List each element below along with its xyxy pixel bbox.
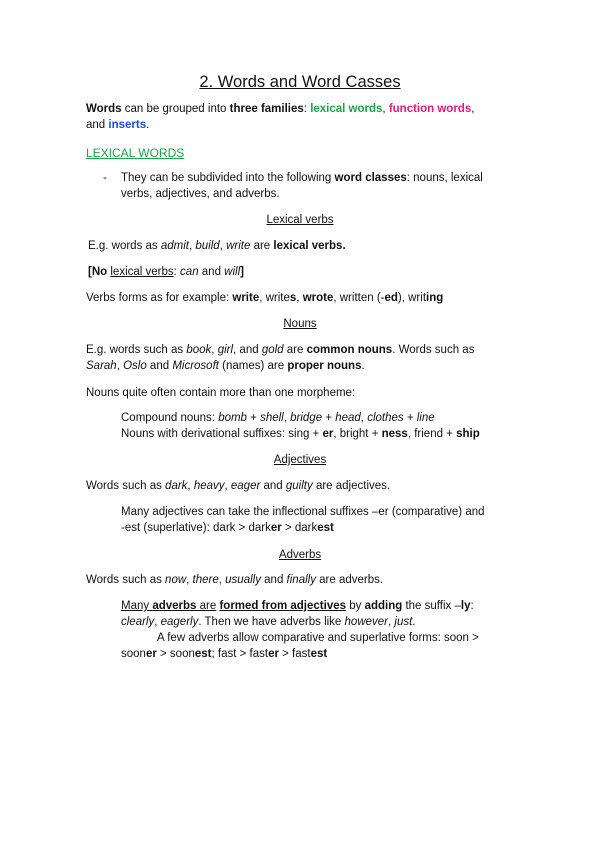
bullet-dash: - [103, 172, 107, 184]
adverbs-line: Words such as now, there, usually and finally are adverbs. [86, 574, 384, 586]
lexical-words-heading: LEXICAL WORDS [86, 146, 185, 160]
not-lexical-verbs-note: [No lexical verbs: can and will] [88, 266, 244, 278]
adjectives-note: Many adjectives can take the inflectional suffixes –er (comparative) and -est (superlative): dark > darker > darkest [121, 506, 485, 534]
adverbs-note: Many adverbs are formed from adjectives by adding the suffix –ly: clearly, eagerly. Then we have adverbs like however, just. A few adverbs allow comparative and superlative forms: soon > sooner > soonest; fast > faster > fastest [121, 600, 479, 660]
intro-paragraph: Words can be grouped into three families: lexical words, function words, and inserts. [86, 103, 475, 131]
adverbs-heading: Adverbs [278, 549, 322, 561]
nouns-heading: Nouns [283, 318, 317, 330]
morpheme-line: Nouns quite often contain more than one morpheme: [86, 387, 356, 399]
nouns-paragraph: E.g. words such as book, girl, and gold are common nouns. Words such as Sarah, Oslo and Microsoft (names) are proper nouns. [86, 344, 475, 372]
lexical-verbs-example: E.g. words as admit, build, write are lexical verbs. [88, 240, 346, 252]
adjectives-line: Words such as dark, heavy, eager and guilty are adjectives. [86, 480, 391, 492]
lexical-verbs-heading: Lexical verbs [266, 214, 334, 226]
adjectives-heading: Adjectives [273, 454, 327, 466]
noun-examples: Compound nouns: bomb + shell, bridge + head, clothes + line Nouns with derivational suffixes: sing + er, bright + ness, friend + ship [121, 412, 480, 440]
word-classes-bullet: They can be subdivided into the following word classes: nouns, lexical verbs, adjectives, and adverbs. [121, 172, 483, 200]
page-title: 2. Words and Word Casses [199, 73, 401, 91]
verb-forms-line: Verbs forms as for example: write, writes, wrote, written (-ed), writing [86, 292, 444, 304]
